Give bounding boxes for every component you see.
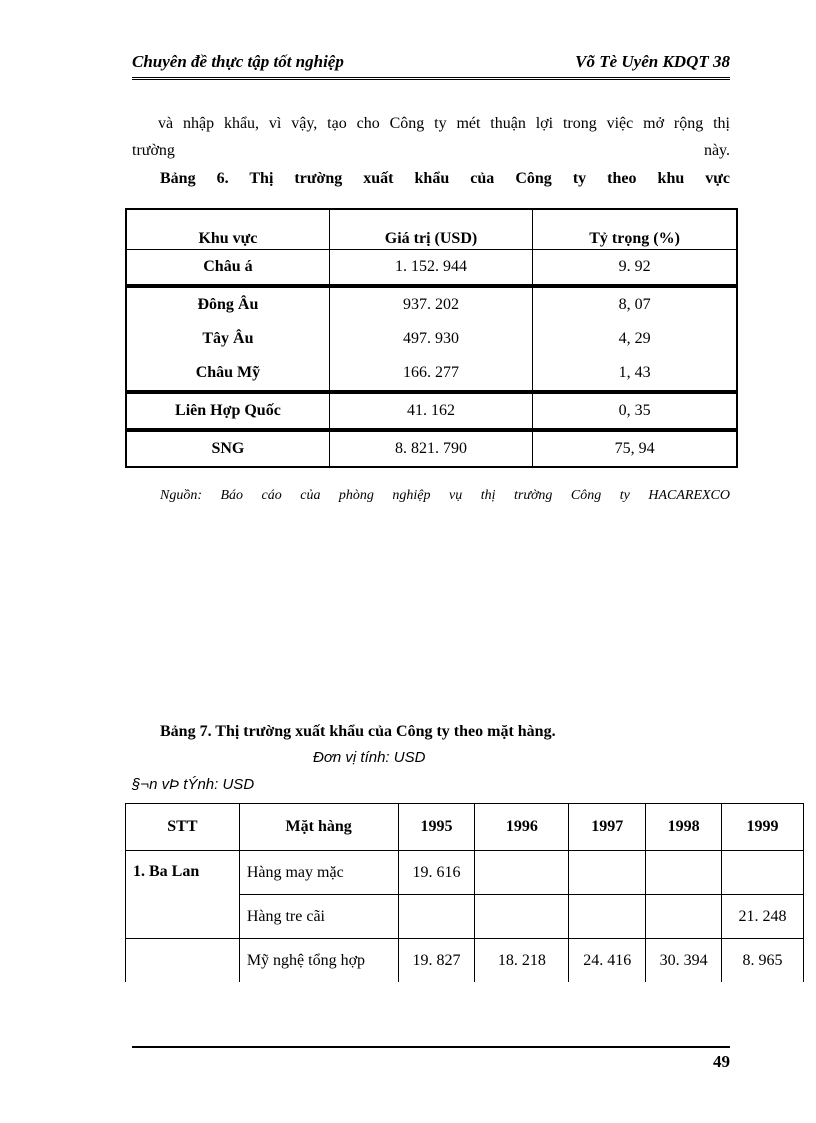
- region-cell: Châu á: [126, 250, 329, 287]
- table7-header-stt: STT: [126, 804, 240, 851]
- value-cell: 497. 930: [329, 322, 532, 356]
- body-paragraph: [132, 110, 730, 164]
- table6-source: Nguồn: Báo cáo của phòng nghiệp vụ thị trường Công ty HACAREXCO: [160, 488, 730, 503]
- header-author: Võ Tè Uyên KDQT 38: [575, 52, 730, 71]
- group-cell: 1. Ba Lan: [126, 851, 240, 939]
- table7-header-row: [126, 804, 804, 851]
- table-row: [126, 430, 737, 467]
- value-cell: 21. 248: [722, 895, 804, 939]
- region-cell: SNG: [126, 430, 329, 467]
- header-title: Chuyên đề thực tập tốt nghiệp: [132, 52, 344, 71]
- table-row: [126, 322, 737, 356]
- table7-product-markets: [125, 803, 804, 982]
- share-cell: 9. 92: [533, 250, 737, 287]
- value-cell: [398, 895, 475, 939]
- value-cell: 30. 394: [646, 939, 722, 983]
- table6-caption: Bảng 6. Thị trường xuất khẩu của Công ty theo khu vực: [160, 170, 730, 187]
- value-cell: 19. 616: [398, 851, 475, 895]
- table-row: [126, 286, 737, 322]
- value-cell: 19. 827: [398, 939, 475, 983]
- value-cell: [722, 851, 804, 895]
- value-cell: [475, 851, 569, 895]
- table7-header-1997: 1997: [569, 804, 646, 851]
- table-row: [126, 939, 804, 983]
- value-cell: 24. 416: [569, 939, 646, 983]
- table6-header-region: Khu vực: [126, 209, 329, 250]
- footer-rule: [132, 1046, 730, 1048]
- value-cell: 937. 202: [329, 286, 532, 322]
- table7-unit-garbled: §¬n vÞ tÝnh: USD: [132, 776, 255, 793]
- value-cell: [569, 851, 646, 895]
- table6-header-share: Tỷ trọng (%): [533, 209, 737, 250]
- paragraph-line-2: [132, 137, 730, 164]
- table7-header-1995: 1995: [398, 804, 475, 851]
- header-rule: [132, 77, 730, 80]
- page-number: 49: [713, 1052, 730, 1071]
- share-cell: 4, 29: [533, 322, 737, 356]
- value-cell: 8. 821. 790: [329, 430, 532, 467]
- paragraph-line-2-left: trường: [132, 142, 175, 159]
- item-cell: Mỹ nghệ tổng hợp: [239, 939, 398, 983]
- value-cell: 18. 218: [475, 939, 569, 983]
- region-cell: Đông Âu: [126, 286, 329, 322]
- value-cell: [646, 895, 722, 939]
- group-cell-empty: [126, 939, 240, 983]
- table6-header-row: [126, 209, 737, 250]
- table7-header-1999: 1999: [722, 804, 804, 851]
- table7-header-item: Mặt hàng: [239, 804, 398, 851]
- table7-unit: Đơn vị tính: USD: [313, 749, 426, 766]
- share-cell: 8, 07: [533, 286, 737, 322]
- page-header: [132, 52, 730, 76]
- table7-header-1998: 1998: [646, 804, 722, 851]
- value-cell: 166. 277: [329, 356, 532, 392]
- share-cell: 1, 43: [533, 356, 737, 392]
- paragraph-line-1: và nhập khẩu, vì vậy, tạo cho Công ty mét thuận lợi trong việc mở rộng thị: [158, 115, 730, 132]
- value-cell: 8. 965: [722, 939, 804, 983]
- value-cell: 41. 162: [329, 392, 532, 430]
- table-row: [126, 250, 737, 287]
- table-row: [126, 851, 804, 895]
- table-row: [126, 392, 737, 430]
- paragraph-line-2-right: này.: [703, 142, 730, 159]
- value-cell: 1. 152. 944: [329, 250, 532, 287]
- value-cell: [569, 895, 646, 939]
- item-cell: Hàng tre cãi: [239, 895, 398, 939]
- region-cell: Tây Âu: [126, 322, 329, 356]
- share-cell: 0, 35: [533, 392, 737, 430]
- share-cell: 75, 94: [533, 430, 737, 467]
- table6-region-markets: [125, 208, 738, 468]
- region-cell: Châu Mỹ: [126, 356, 329, 392]
- table7-header-1996: 1996: [475, 804, 569, 851]
- region-cell: Liên Hợp Quốc: [126, 392, 329, 430]
- table-row: [126, 356, 737, 392]
- value-cell: [475, 895, 569, 939]
- table6-header-value: Giá trị (USD): [329, 209, 532, 250]
- table7-caption: Bảng 7. Thị trường xuất khẩu của Công ty theo mặt hàng.: [160, 723, 556, 740]
- item-cell: Hàng may mặc: [239, 851, 398, 895]
- value-cell: [646, 851, 722, 895]
